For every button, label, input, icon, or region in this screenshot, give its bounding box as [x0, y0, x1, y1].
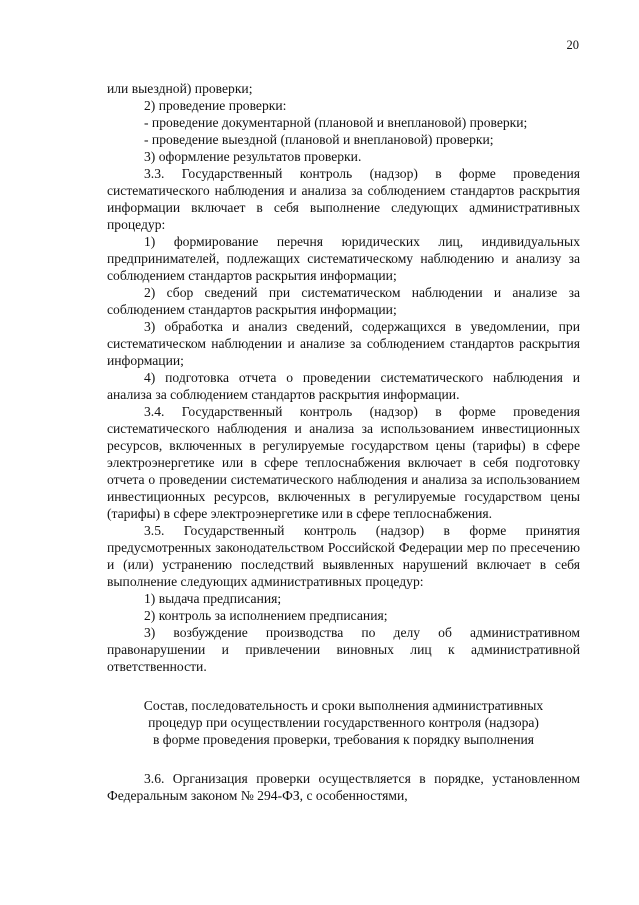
paragraph: или выездной) проверки; — [107, 81, 253, 96]
paragraph: 3.3. Государственный контроль (надзор) в форме проведения систематического наблюдения и анализа за соблюдением стандартов раскрытия информации включает в себя выполнение следующих административных процедур: — [107, 166, 580, 232]
paragraph: 1) формирование перечня юридических лиц, индивидуальных предпринимателей, подлежащих систематическому наблюдению и анализу за соблюдением стандартов раскрытия информации; — [107, 234, 580, 283]
section-heading — [107, 675, 580, 770]
paragraph: 3) возбуждение производства по делу об административном правонарушении и привлечении виновных лиц к административной ответственности. — [107, 625, 580, 674]
paragraph: 3) оформление результатов проверки. — [144, 149, 362, 164]
paragraph: 1) выдача предписания; — [144, 591, 282, 606]
section-heading-line: процедур при осуществлении государственного контроля (надзора) — [148, 715, 539, 730]
paragraphs-before-heading — [107, 80, 580, 675]
paragraph: 2) контроль за исполнением предписания; — [144, 608, 388, 623]
paragraph: 3) обработка и анализ сведений, содержащихся в уведомлении, при систематическом наблюдении и анализе за соблюдением стандартов раскрытия информации; — [107, 319, 580, 368]
paragraph: 3.6. Организация проверки осуществляется в порядке, установленном Федеральным законом № 294-ФЗ, с особенностями, — [107, 771, 580, 803]
paragraph: - проведение документарной (плановой и внеплановой) проверки; — [144, 115, 528, 130]
paragraph: 3.4. Государственный контроль (надзор) в форме проведения систематического наблюдения и анализа за использованием инвестиционных ресурсов, включенных в регулируемые государством цены (тарифы) в сфере электроэнергетике или в сфере теплоснабжения включает в себя подготовку отчета о проведении систематического наблюдения и анализа за использованием инвестиционных ресурсов, включенных в регулируемые государством цены (тарифы) в сфере электроэнергетике или в сфере теплоснабжения. — [107, 404, 580, 521]
section-heading-line: Состав, последовательность и сроки выполнения административных — [143, 698, 544, 713]
paragraph: - проведение выездной (плановой и внеплановой) проверки; — [144, 132, 494, 147]
paragraph: 4) подготовка отчета о проведении систематического наблюдения и анализа за соблюдением стандартов раскрытия информации. — [107, 370, 580, 402]
document-body — [107, 80, 580, 804]
paragraph: 2) проведение проверки: — [144, 98, 287, 113]
paragraph: 2) сбор сведений при систематическом наблюдении и анализе за соблюдением стандартов раскрытия информации; — [107, 285, 580, 317]
paragraphs-after-heading — [107, 770, 580, 804]
paragraph: 3.5. Государственный контроль (надзор) в форме принятия предусмотренных законодательством Российской Федерации мер по пресечению и (или) устранению последствий выявленных нарушений включает в себя выполнение следующих административных процедур: — [107, 523, 580, 589]
section-heading-line: в форме проведения проверки, требования к порядку выполнения — [152, 732, 535, 747]
page-number: 20 — [566, 38, 579, 52]
